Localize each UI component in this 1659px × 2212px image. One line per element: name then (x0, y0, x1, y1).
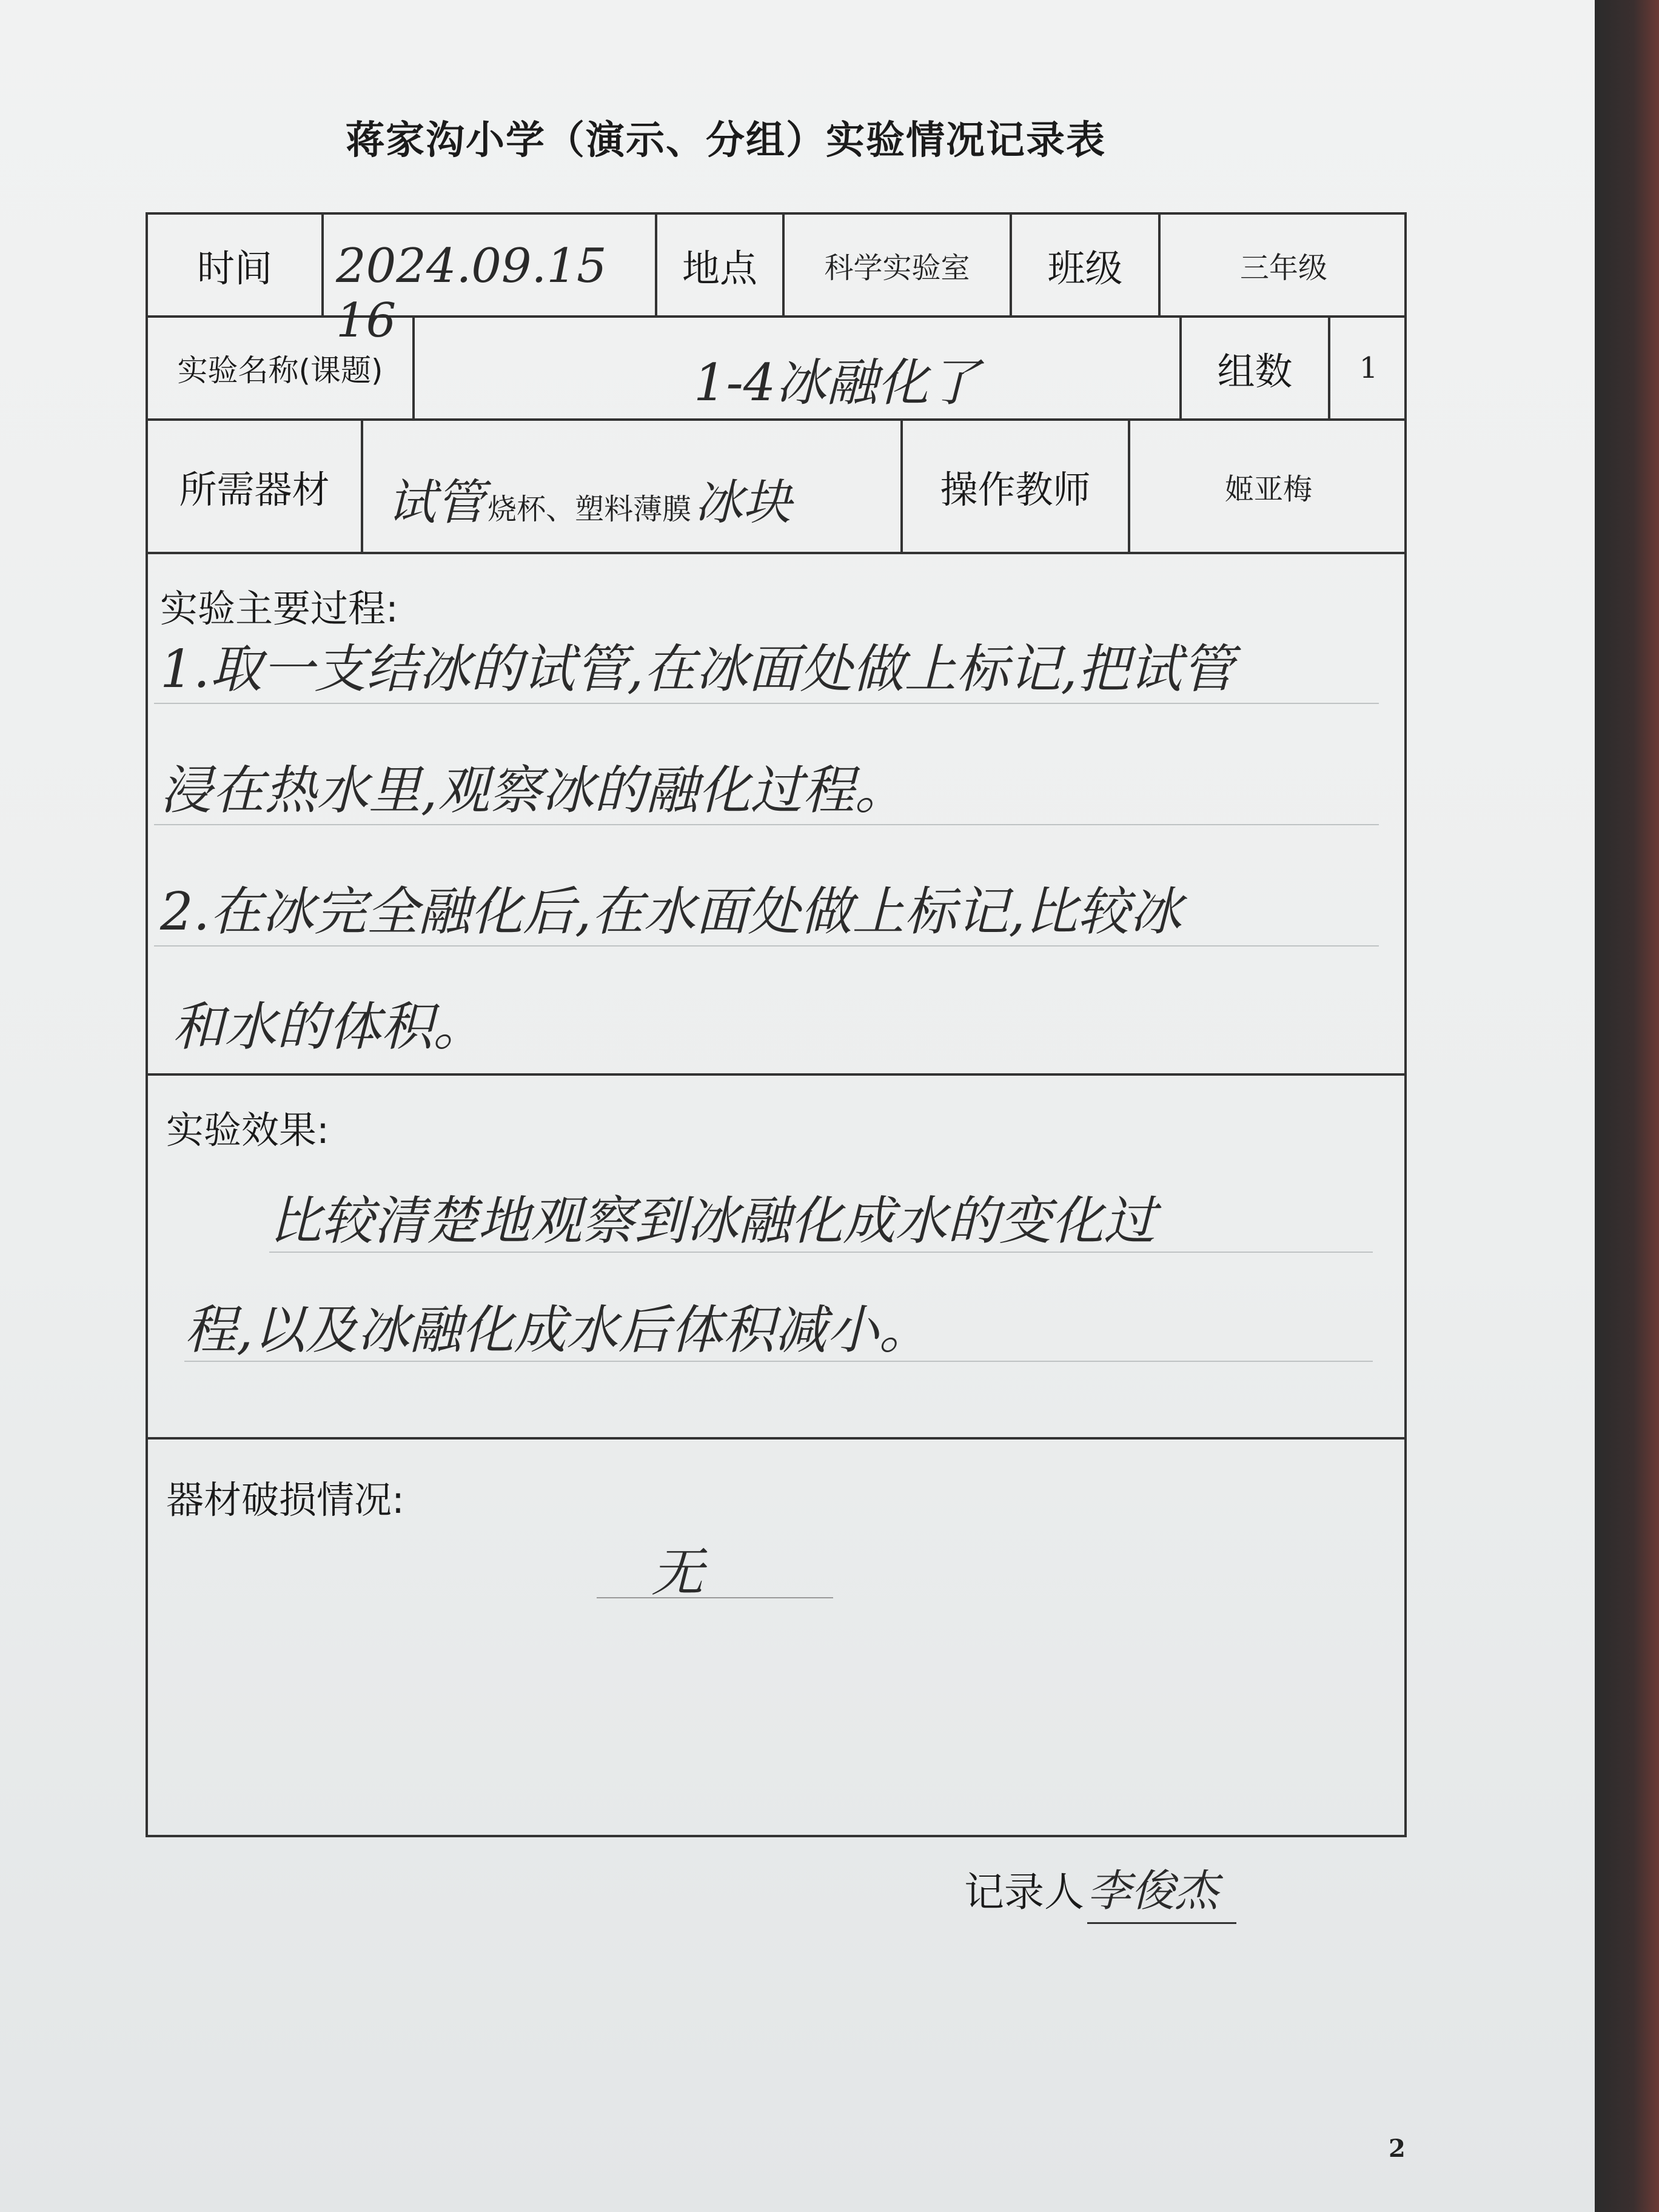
recorder (964, 1855, 1236, 1924)
equipment-value (363, 421, 903, 554)
recorder-label: 记录人 (964, 1869, 1084, 1915)
equipment-label: 所需器材 (148, 421, 363, 554)
effect-label: 实验效果: (166, 1108, 329, 1152)
class-label: 班级 (1012, 215, 1161, 318)
equipment-printed: 烧杯、塑料薄膜 (488, 492, 692, 526)
teacher-label: 操作教师 (903, 421, 1130, 554)
process-line-3: 2.在冰完全融化后,在水面处做上标记,比较冰 (160, 882, 1182, 942)
time-value: 2024.09.15 16 (324, 215, 657, 318)
page-number: 2 (1389, 2134, 1406, 2163)
effect-section (148, 1076, 1407, 1439)
place-label: 地点 (657, 215, 785, 318)
ruled-line (597, 1597, 833, 1598)
experiment-name-value: 1-4冰融化了 (415, 318, 1182, 421)
document-title: 蒋家沟小学（演示、分组）实验情况记录表 (346, 118, 1106, 163)
process-section (148, 554, 1407, 1076)
ruled-line (184, 1361, 1373, 1362)
effect-line-1: 比较清楚地观察到冰融化成水的变化过 (269, 1191, 1156, 1252)
ruled-line (154, 945, 1379, 947)
damage-value: 无 (651, 1543, 703, 1603)
ruled-line (154, 703, 1379, 704)
teacher-value: 姬亚梅 (1130, 421, 1407, 554)
equipment-handwritten: 试管 (387, 474, 484, 531)
process-line-1: 1.取一支结冰的试管,在冰面处做上标记,把试管 (160, 639, 1234, 700)
background-edge (1595, 0, 1659, 2212)
process-label: 实验主要过程: (160, 586, 398, 631)
record-table (146, 212, 1407, 1837)
ruled-line (269, 1252, 1373, 1253)
class-value: 三年级 (1161, 215, 1407, 318)
time-label: 时间 (148, 215, 324, 318)
process-line-4: 和水的体积。 (172, 997, 485, 1057)
experiment-name-label: 实验名称(课题) (148, 318, 415, 421)
place-value: 科学实验室 (785, 215, 1012, 318)
ruled-line (154, 824, 1379, 825)
recorder-name: 李俊杰 (1087, 1855, 1236, 1924)
groups-label: 组数 (1182, 318, 1330, 421)
damage-label: 器材破损情况: (166, 1478, 404, 1522)
equipment-handwritten-2: 冰块 (694, 474, 792, 531)
groups-value: 1 (1330, 318, 1407, 421)
process-line-2: 浸在热水里,观察冰的融化过程。 (160, 760, 907, 821)
damage-section (148, 1439, 1407, 1835)
effect-line-2: 程,以及冰融化成水后体积减小。 (184, 1300, 931, 1361)
